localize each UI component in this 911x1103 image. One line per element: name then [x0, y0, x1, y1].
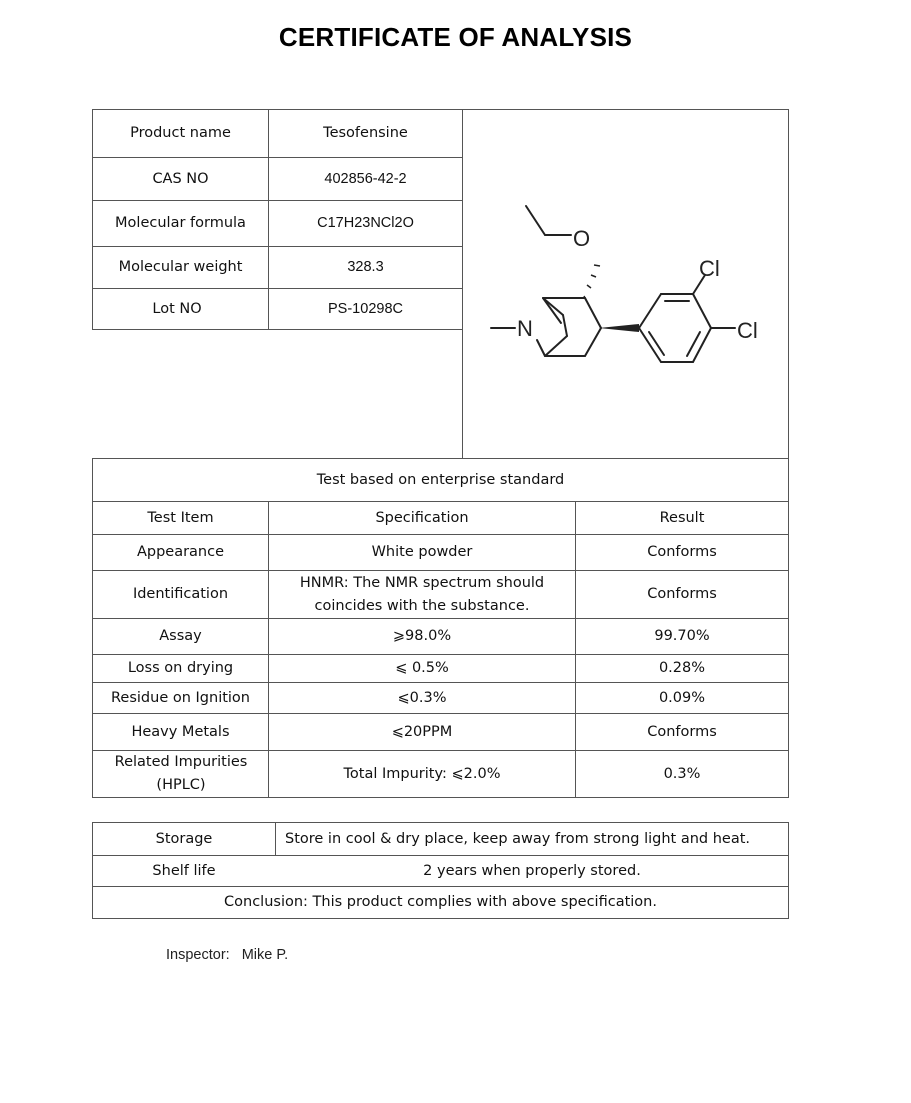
test-item-identification: Identification — [132, 586, 229, 602]
spec-loss-on-drying: ⩽ 0.5% — [395, 660, 449, 676]
test-item-loss-on-drying: Loss on drying — [127, 660, 234, 676]
label-molecular-formula: Molecular formula — [115, 215, 246, 231]
result-heavy-metals: Conforms — [647, 723, 717, 740]
nitrogen-label: N — [517, 316, 533, 341]
value-lot-no: PS-10298C — [328, 300, 403, 317]
test-item-heavy-metals: Heavy Metals — [131, 723, 230, 740]
header-result: Result — [659, 509, 705, 526]
label-cas-no: CAS NO — [152, 170, 209, 187]
result-loss-on-drying: 0.28% — [658, 660, 706, 676]
chlorine-top-label: Cl — [699, 256, 720, 281]
label-lot-no: Lot NO — [152, 300, 202, 317]
spec-related-impurities: Total Impurity: ⩽2.0% — [343, 765, 501, 782]
inspector-line — [166, 947, 288, 963]
test-item-assay: Assay — [159, 628, 202, 644]
result-related-impurities: 0.3% — [663, 765, 701, 782]
spec-appearance: White powder — [371, 544, 473, 560]
label-molecular-weight: Molecular weight — [118, 259, 243, 275]
inspector-name: Mike P. — [241, 947, 289, 963]
test-item-appearance: Appearance — [136, 544, 225, 560]
oxygen-label: O — [573, 226, 591, 251]
test-item-residue-on-ignition: Residue on Ignition — [111, 689, 250, 706]
storage-value: Store in cool & dry place, keep away from strong light and heat. — [285, 830, 751, 847]
value-molecular-formula: C17H23NCl2O — [317, 215, 414, 231]
result-identification: Conforms — [647, 586, 717, 602]
storage-label: Storage — [155, 830, 213, 847]
conclusion: Conclusion: This product complies with above specification. — [224, 894, 657, 910]
result-appearance: Conforms — [647, 544, 717, 560]
result-residue-on-ignition: 0.09% — [658, 689, 706, 706]
result-assay: 99.70% — [654, 628, 710, 644]
spec-assay: ⩾98.0% — [392, 628, 452, 644]
header-specification: Specification — [375, 509, 469, 526]
spec-heavy-metals: ⩽20PPM — [391, 723, 453, 740]
value-product-name: Tesofensine — [323, 125, 408, 141]
document-title: CERTIFICATE OF ANALYSIS — [278, 22, 633, 52]
header-test-item: Test Item — [147, 509, 214, 526]
spec-residue-on-ignition: ⩽0.3% — [397, 689, 447, 706]
value-cas-no: 402856-42-2 — [324, 170, 407, 187]
test-item-related-impurities: Related Impurities (HPLC) — [114, 754, 248, 793]
value-molecular-weight: 328.3 — [347, 259, 384, 275]
test-standard: Test based on enterprise standard — [316, 471, 565, 488]
chlorine-right-label: Cl — [737, 318, 758, 343]
inspector-label: Inspector: — [166, 947, 230, 963]
shelf-life-label: Shelf life — [152, 862, 216, 879]
spec-identification: HNMR: The NMR spectrum should coincides with the substance. — [299, 574, 545, 614]
label-product-name: Product name — [130, 125, 231, 141]
shelf-life-value: 2 years when properly stored. — [423, 862, 641, 879]
chemical-structure-image — [463, 110, 788, 458]
